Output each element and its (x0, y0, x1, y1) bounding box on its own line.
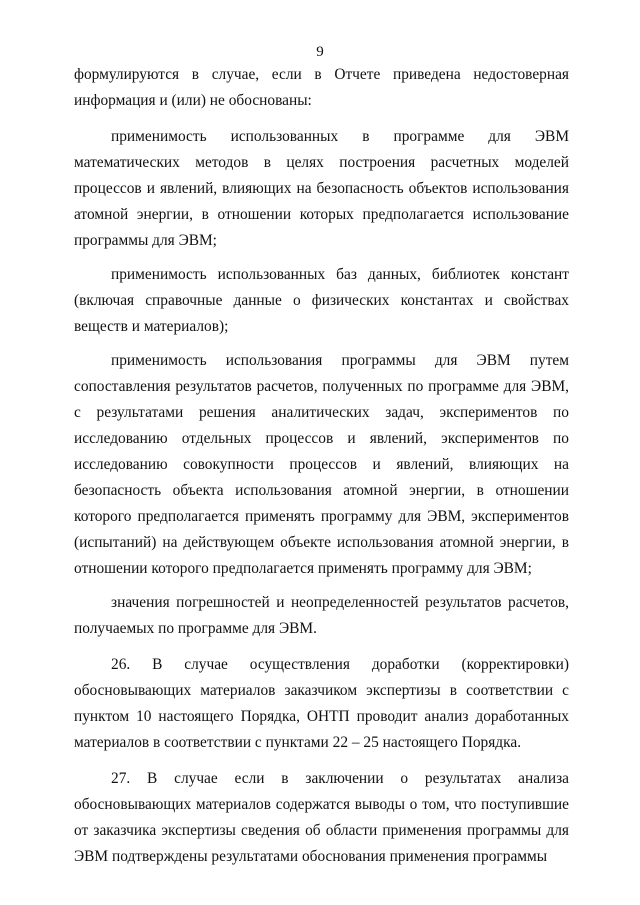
paragraph-intro: формулируются в случае, если в Отчете приведена недостоверная информация и (или) не обоснованы: (74, 66, 569, 109)
paragraph-applicability: применимость использования программы для ЭВМ путем сопоставления результатов расчетов, полученных по программе для ЭВМ, с результатами решения аналитических задач, экспериментов по исследованию отдельных процессов и явлений, экспериментов по исследованию совокупности процессов и явлений, влияющих на безопасность объекта использования атомной энергии, в отношении которого предполагается применять программу для ЭВМ, экспериментов (испытаний) на действующем объекте использования атомной энергии, в отношении которого предполагается применять программу для ЭВМ; (74, 352, 569, 577)
paragraph-uncertainties: значения погрешностей и неопределенностей результатов расчетов, получаемых по программе для ЭВМ. (74, 594, 569, 637)
page-number: 9 (316, 44, 324, 60)
document-body (74, 62, 569, 870)
paragraph-item-27: 27. В случае если в заключении о результатах анализа обосновывающих материалов содержатся выводы о том, что поступившие от заказчика экспертизы сведения об области применения программы для ЭВМ подтверждены результатами обоснования применения программы (74, 770, 569, 865)
paragraph-databases: применимость использованных баз данных, библиотек констант (включая справочные данные о физических константах и свойствах веществ и материалов); (74, 266, 569, 335)
paragraph-item-26: 26. В случае осуществления доработки (корректировки) обосновывающих материалов заказчиком экспертизы в соответствии с пунктом 10 настоящего Порядка, ОНТП проводит анализ доработанных материалов в соответствии с пунктами 22 – 25 настоящего Порядка. (74, 656, 569, 751)
paragraph-math-methods: применимость использованных в программе для ЭВМ математических методов в целях построения расчетных моделей процессов и явлений, влияющих на безопасность объектов использования атомной энергии, в отношении которых предполагается использование программы для ЭВМ; (74, 128, 569, 249)
